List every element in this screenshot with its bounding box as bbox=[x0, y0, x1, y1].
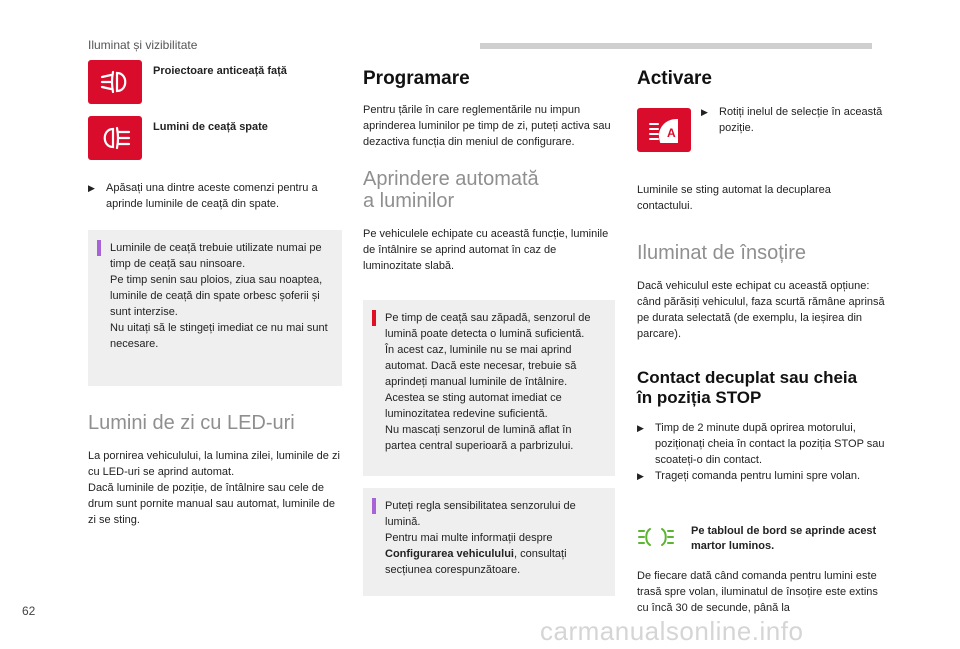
info-note: Puteți regla sensibilitatea senzorului de lumină. Pentru mai multe informații despre Configurarea vehiculului, consultați secțiunea corespunzătoare. bbox=[363, 488, 615, 596]
front-fog-label: Proiectoare anticeață față bbox=[153, 65, 287, 77]
guide-lamp-icon bbox=[637, 526, 683, 553]
auto-lights-title: Aprindere automată a luminilor bbox=[363, 168, 539, 212]
warning-bar-icon bbox=[372, 310, 376, 326]
rear-fog-icon bbox=[88, 116, 142, 160]
activation-bullet: ▶ Rotiți inelul de selecție în această poziție. bbox=[701, 106, 883, 134]
activation-row bbox=[637, 104, 887, 152]
watermark: carmanualsonline.info bbox=[540, 616, 804, 646]
fog-bullet: ▶ Apăsați una dintre aceste comenzi pentru a aprinde luminile de ceață din spate. bbox=[88, 182, 318, 210]
auto-lights-text: Pe vehiculele echipate cu această funcție, luminile de întâlnire se aprind automat în caz de luminozitate slabă. bbox=[363, 228, 609, 272]
stop-bullet-2: ▶ Trageți comanda pentru lumini spre volan. bbox=[637, 470, 861, 482]
bullet-arrow-icon: ▶ bbox=[88, 183, 95, 193]
led-text: La pornirea vehiculului, la lumina zilei, luminile de zi cu LED-uri se aprind automat. Dacă luminile de poziție, de întâlnire sau cele de drum sunt pornite manual sau automat, luminile de zi se sting. bbox=[88, 450, 340, 526]
column-3 bbox=[637, 60, 887, 616]
bullet-arrow-icon: ▶ bbox=[637, 471, 644, 481]
fog-note: Luminile de ceață trebuie utilizate numai pe timp de ceață sau ninsoare. Pe timp senin sau ploios, ziua sau noaptea, luminile de ceață din spate orbesc șoferii și sunt interzise. Nu uitați să le stingeți imediat ce nu mai sunt necesare. bbox=[88, 230, 342, 386]
stop-bullet-1: ▶ Timp de 2 minute după oprirea motorului, poziționați cheia în contact la poziția STOP sau scoateți-o din contact. bbox=[637, 422, 885, 466]
auto-headlamp-icon bbox=[637, 108, 691, 152]
column-2 bbox=[363, 60, 615, 596]
bullet-arrow-icon: ▶ bbox=[701, 107, 708, 117]
activation-text: Luminile se sting automat la decuplarea contactului. bbox=[637, 184, 831, 212]
front-fog-icon bbox=[88, 60, 142, 104]
info-bar-icon bbox=[97, 240, 101, 256]
section-header: Iluminat și vizibilitate bbox=[88, 38, 198, 52]
dash-label: Pe tabloul de bord se aprinde acest martor luminos. bbox=[691, 525, 877, 552]
last-text: De fiecare dată când comanda pentru lumini este trasă spre volan, iluminatul de însoțire este extins cu încă 30 de secunde, până la bbox=[637, 570, 878, 614]
header-bar bbox=[480, 43, 872, 49]
bullet-arrow-icon: ▶ bbox=[637, 423, 644, 433]
page-number: 62 bbox=[22, 604, 36, 618]
info-bar-icon bbox=[372, 498, 376, 514]
column-1 bbox=[88, 60, 342, 528]
guide-title: Iluminat de însoțire bbox=[637, 242, 806, 264]
guide-text: Dacă vehiculul este echipat cu această opțiune: când părăsiți vehiculul, faza scurtă rămâne aprinsă pe durata selectată (de exemplu, la ieșirea din parcare). bbox=[637, 280, 885, 340]
led-title: Lumini de zi cu LED-uri bbox=[88, 412, 295, 434]
front-fog-row bbox=[88, 60, 342, 104]
dash-row bbox=[637, 524, 887, 554]
stop-title: Contact decuplat sau cheia în poziția STOP bbox=[637, 368, 858, 407]
rear-fog-label: Lumini de ceață spate bbox=[153, 121, 268, 133]
rear-fog-row bbox=[88, 116, 342, 160]
svg-text:A: A bbox=[667, 126, 676, 140]
warning-note: Pe timp de ceață sau zăpadă, senzorul de lumină poate detecta o lumină suficientă. În acest caz, luminile nu se mai aprind automat. Dacă este necesar, trebuie să aprindeți manual luminile de întâlnire. Acestea se sting automat imediat ce luminozitatea redevine suficientă. Nu mascați senzorul de lumină aflat în partea central superioară a parbrizului. bbox=[363, 300, 615, 476]
programming-title: Programare bbox=[363, 68, 470, 89]
programming-text: Pentru țările în care reglementările nu impun aprinderea luminilor pe timp de zi, puteți activa sau dezactiva funcția din meniul de configurare. bbox=[363, 104, 611, 148]
activation-title: Activare bbox=[637, 68, 712, 89]
